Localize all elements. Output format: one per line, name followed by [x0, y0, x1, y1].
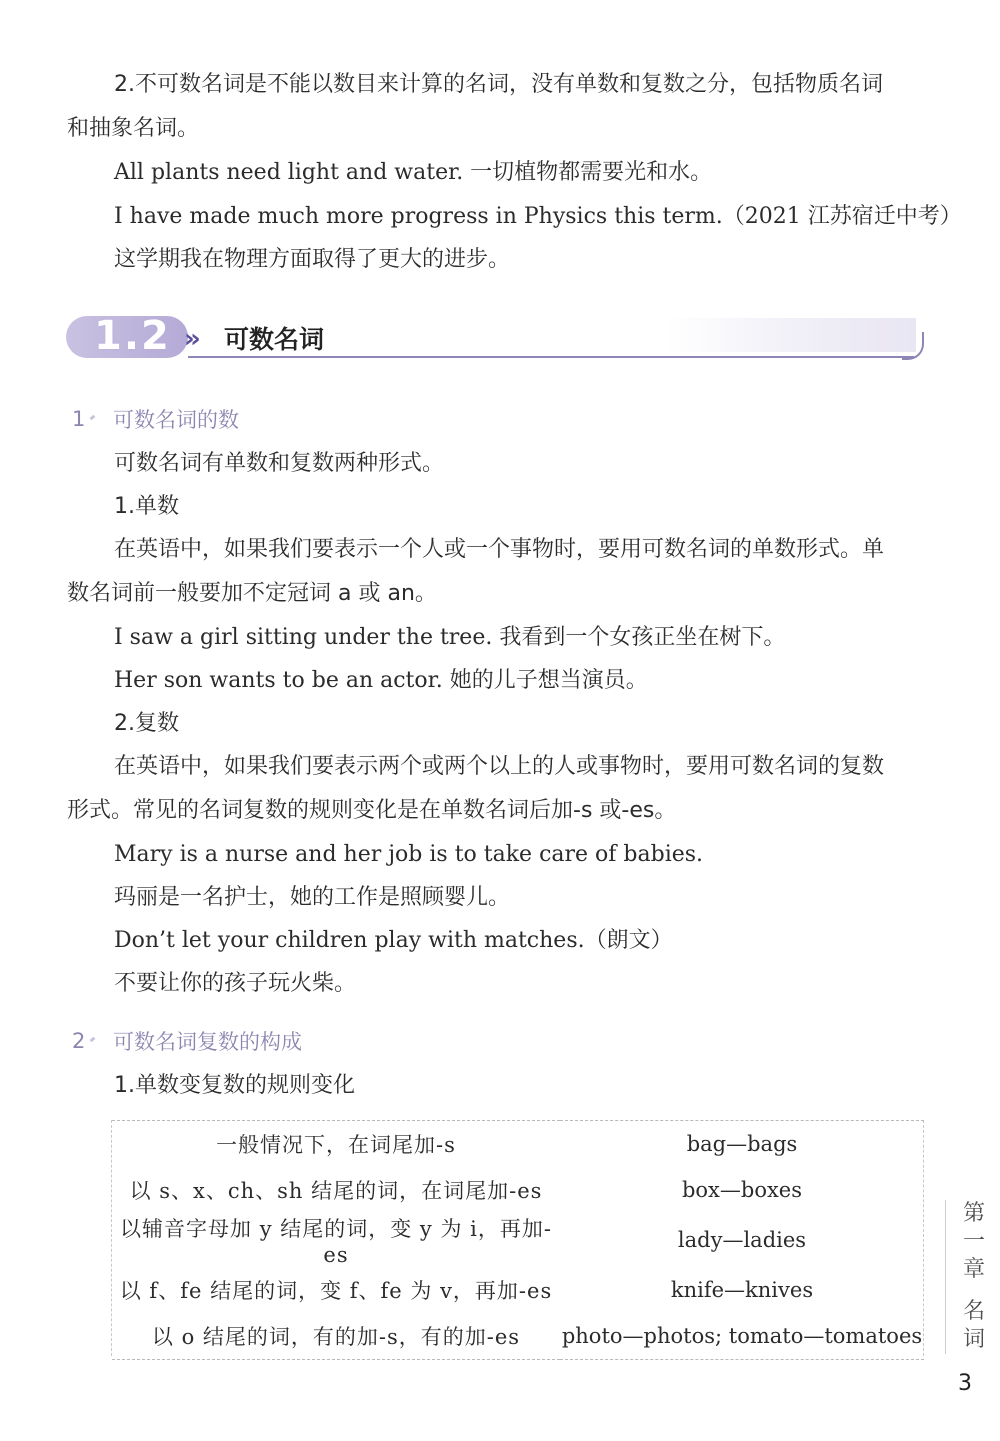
section-number-badge: [66, 313, 188, 359]
plural-paragraph-line2: 形式。常见的名词复数的规则变化是在单数名词后加-s 或-es。: [67, 798, 677, 823]
countable-intro: 可数名词有单数和复数两种形式。: [114, 451, 445, 476]
example-cell: photo—photos; tomato—tomatoes: [561, 1324, 923, 1348]
table-row: [112, 1267, 924, 1313]
plural-heading: 2.复数: [114, 711, 179, 736]
subsection-1-title: 可数名词的数: [113, 408, 239, 432]
singular-paragraph-line1: 在英语中，如果我们要表示一个人或一个事物时，要用可数名词的单数形式。单: [114, 537, 885, 562]
example-cell: box—boxes: [681, 1178, 803, 1202]
chapter-name-char: 名: [962, 1299, 985, 1324]
plural-example-2: Don’t let your children play with matches.（朗文）: [114, 928, 673, 953]
subsection-1-number: 1: [72, 407, 86, 431]
intro-example-1: All plants need light and water. 一切植物都需要光和水。: [114, 160, 713, 185]
rule-cell: 以辅音字母加 y 结尾的词，变 y 为 i，再加-es: [120, 1217, 552, 1267]
table-row: [112, 1121, 924, 1168]
regular-change-heading: 1.单数变复数的规则变化: [114, 1073, 355, 1098]
plural-paragraph-line1: 在英语中，如果我们要表示两个或两个以上的人或事物时，要用可数名词的复数: [114, 754, 885, 779]
banner-decoration: [666, 318, 916, 352]
section-number: 1.2: [94, 313, 171, 359]
page-number: 3: [958, 1371, 972, 1396]
singular-heading: 1.单数: [114, 494, 179, 519]
chapter-char: 第: [962, 1201, 985, 1226]
plural-example-1: Mary is a nurse and her job is to take care of babies.: [114, 842, 704, 867]
plural-example-2-translation: 不要让你的孩子玩火柴。: [114, 971, 357, 996]
example-cell: lady—ladies: [677, 1228, 807, 1252]
example-cell: bag—bags: [686, 1132, 798, 1156]
banner-curve: [902, 332, 924, 360]
banner-underline: [188, 356, 914, 358]
table-row: [112, 1167, 924, 1213]
double-chevron-icon: »: [184, 324, 201, 354]
plural-rules-table: [112, 1120, 924, 1360]
section-title: 可数名词: [224, 325, 325, 354]
subsection-2-number: 2: [72, 1029, 86, 1053]
section-banner: [66, 314, 926, 364]
singular-paragraph-line2: 数名词前一般要加不定冠词 a 或 an。: [67, 581, 437, 606]
subsection-1-tick: [90, 415, 96, 421]
chapter-char: 章: [962, 1257, 985, 1282]
intro-example-2-translation: 这学期我在物理方面取得了更大的进步。: [114, 247, 511, 272]
table-row: [112, 1213, 924, 1267]
intro-paragraph-line1: 2.不可数名词是不能以数目来计算的名词，没有单数和复数之分，包括物质名词: [114, 72, 883, 97]
table-row: [112, 1313, 924, 1360]
subsection-2-title: 可数名词复数的构成: [113, 1030, 302, 1054]
rule-cell: 以 s、x、ch、sh 结尾的词，在词尾加-es: [129, 1179, 543, 1203]
rule-cell: 以 o 结尾的词，有的加-s，有的加-es: [151, 1325, 521, 1349]
rule-cell: 一般情况下，在词尾加-s: [216, 1133, 456, 1157]
singular-example-1: I saw a girl sitting under the tree. 我看到一个女孩正坐在树下。: [114, 625, 786, 650]
singular-example-2: Her son wants to be an actor. 她的儿子想当演员。: [114, 668, 648, 693]
intro-paragraph-line2: 和抽象名词。: [67, 116, 200, 141]
chapter-char: 一: [962, 1229, 985, 1254]
plural-example-1-translation: 玛丽是一名护士，她的工作是照顾婴儿。: [114, 885, 511, 910]
example-cell: knife—knives: [670, 1278, 814, 1302]
chapter-side-tab: [945, 1200, 996, 1354]
intro-example-2: I have made much more progress in Physics this term.（2021 江苏宿迁中考）: [114, 204, 962, 229]
subsection-2-tick: [90, 1037, 96, 1043]
rule-cell: 以 f、fe 结尾的词，变 f、fe 为 v，再加-es: [119, 1279, 553, 1303]
chapter-name-char: 词: [962, 1327, 985, 1352]
